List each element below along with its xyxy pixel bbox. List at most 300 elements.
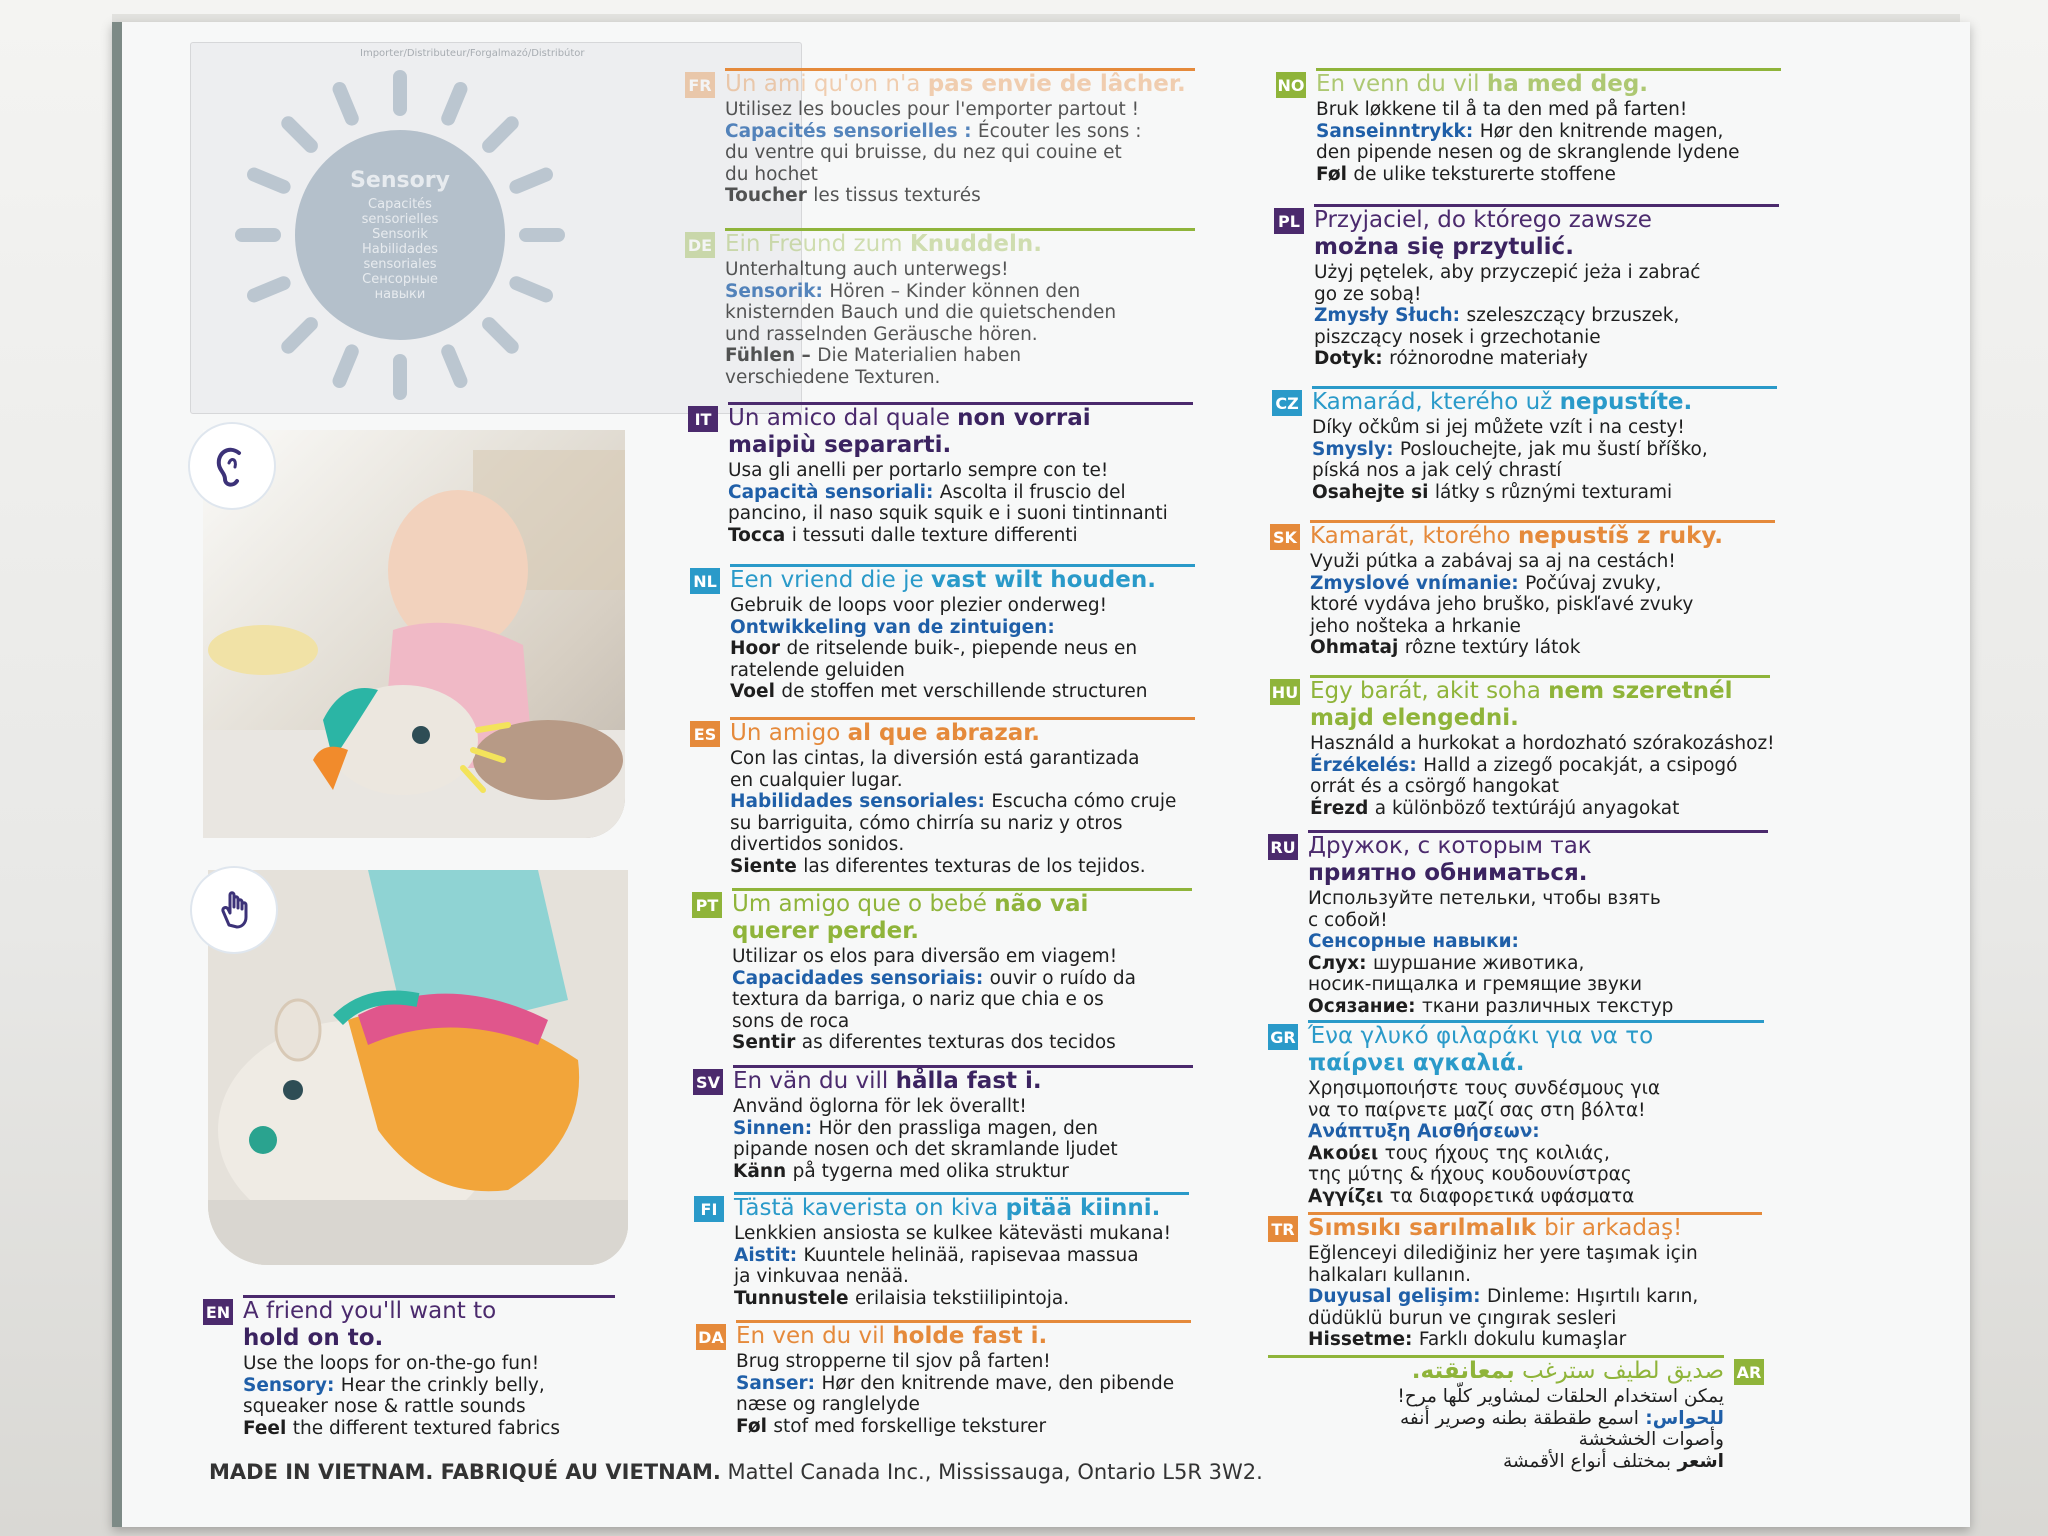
body-text: Lenkkien ansiosta se kulkee kätevästi mukana! bbox=[734, 1223, 1172, 1244]
body-line bbox=[1308, 974, 1673, 996]
body-text: ja vinkuvaa nenää. bbox=[734, 1266, 909, 1287]
body-line bbox=[736, 1373, 1174, 1395]
body-line bbox=[732, 946, 1136, 968]
body-line bbox=[725, 164, 1141, 186]
body-line bbox=[1314, 348, 1700, 370]
sun-line: sensorielles bbox=[361, 212, 439, 227]
section-de bbox=[685, 228, 1195, 398]
language-badge: CZ bbox=[1272, 390, 1302, 416]
body-line bbox=[1308, 1100, 1660, 1122]
section-heading bbox=[725, 71, 1186, 98]
body-text: Użyj pętelek, aby przyczepić jeża i zabrać bbox=[1314, 262, 1701, 283]
body-keyword: Voel bbox=[730, 681, 782, 702]
body-line bbox=[1316, 164, 1740, 186]
body-text: du ventre qui bruisse, du nez qui couine et bbox=[725, 142, 1122, 163]
body-keyword: Sensorik: bbox=[725, 280, 830, 302]
body-text: يمكن استخدام الحلقات لمشاوير كلّها مرح! bbox=[1397, 1386, 1724, 1407]
body-line bbox=[730, 856, 1176, 878]
body-text: Poslouchejte, jak mu šustí bříško, bbox=[1399, 438, 1708, 460]
body-line bbox=[1397, 1451, 1724, 1473]
body-line bbox=[1308, 910, 1673, 932]
section-heading bbox=[1310, 678, 1733, 705]
heading-emphasis: al que abrazar. bbox=[847, 720, 1041, 746]
body-text: piszczący nosek i grzechotanie bbox=[1314, 326, 1601, 348]
body-text: på tygerna med olika struktur bbox=[792, 1160, 1069, 1182]
body-keyword: Hissetme: bbox=[1308, 1329, 1419, 1350]
heading-text: Een vriend die je bbox=[730, 567, 931, 593]
body-line bbox=[1312, 482, 1708, 504]
sun-line: навыки bbox=[374, 287, 426, 302]
heading-emphasis: não vai bbox=[994, 891, 1089, 917]
body-text: divertidos sonidos. bbox=[730, 834, 905, 855]
heading-emphasis: بمعانقته. bbox=[1411, 1358, 1515, 1384]
body-line bbox=[1310, 616, 1693, 638]
body-text: Use the loops for on-the-go fun! bbox=[243, 1353, 540, 1374]
heading-text: Ένα γλυκό φιλαράκι για να το bbox=[1308, 1023, 1654, 1049]
body-line bbox=[1310, 733, 1775, 755]
section-heading bbox=[1308, 1215, 1682, 1242]
body-line bbox=[1316, 121, 1740, 143]
body-text: les tissus texturés bbox=[813, 185, 981, 206]
body-line bbox=[725, 345, 1116, 367]
body-line bbox=[1314, 284, 1700, 306]
body-line bbox=[1312, 460, 1708, 482]
heading-text: صديق لطيف سترغب bbox=[1514, 1358, 1724, 1384]
body-text: de ritselende buik-, piepende neus en bbox=[786, 638, 1138, 659]
body-line bbox=[728, 525, 1168, 547]
body-text: Használd a hurkokat a hordozható szórakozáshoz! bbox=[1310, 733, 1775, 754]
body-text: as diferentes texturas dos tecidos bbox=[801, 1032, 1116, 1053]
section-heading bbox=[1412, 1358, 1724, 1385]
section-pl bbox=[1274, 204, 1779, 374]
sun-core bbox=[295, 130, 505, 340]
body-line bbox=[725, 259, 1116, 281]
body-text: ткани различных текстур bbox=[1421, 995, 1674, 1017]
section-heading bbox=[1312, 389, 1692, 416]
body-line bbox=[730, 660, 1148, 682]
body-text: de stoffen met verschillende structuren bbox=[781, 681, 1148, 702]
body-keyword: Capacidades sensoriais: bbox=[732, 967, 990, 989]
body-line bbox=[1397, 1429, 1724, 1451]
section-heading bbox=[1314, 207, 1652, 234]
body-line bbox=[1310, 637, 1693, 659]
body-text: halkaları kullanın. bbox=[1308, 1264, 1471, 1286]
body-line bbox=[733, 1139, 1118, 1161]
body-line bbox=[1308, 1164, 1660, 1186]
body-keyword: Zmysły Słuch: bbox=[1314, 305, 1467, 326]
heading-text: A friend you'll want to bbox=[243, 1298, 497, 1324]
body-line bbox=[1308, 1143, 1660, 1165]
body-keyword: Osahejte si bbox=[1312, 481, 1435, 503]
body-text: Unterhaltung auch unterwegs! bbox=[725, 259, 1009, 280]
sun-ray bbox=[439, 80, 470, 128]
body-text: Hør den knitrende mave, den pibende bbox=[821, 1372, 1175, 1394]
body-line bbox=[725, 281, 1116, 303]
body-line bbox=[730, 595, 1148, 617]
body-keyword: Сенсорные навыки: bbox=[1308, 931, 1519, 952]
sun-line: Capacités bbox=[368, 197, 432, 212]
sun-ray bbox=[479, 314, 521, 356]
heading-text: Sımsıkı sarılmalık bbox=[1308, 1215, 1545, 1241]
section-fr bbox=[685, 68, 1195, 238]
body-line bbox=[1308, 931, 1673, 953]
sticker-label: Importer/Distributeur/Forgalmazó/Distribútor bbox=[360, 48, 585, 59]
heading-text: Egy barát, akit soha bbox=[1310, 678, 1549, 704]
body-line bbox=[1312, 439, 1708, 461]
section-body bbox=[728, 460, 1168, 546]
section-ar bbox=[1268, 1355, 1764, 1525]
heading-text: Un ami qu'on n'a bbox=[725, 71, 928, 97]
body-line bbox=[736, 1416, 1174, 1438]
sun-ray bbox=[245, 165, 293, 196]
language-badge: GR bbox=[1268, 1024, 1298, 1050]
body-text: rôzne textúry látok bbox=[1404, 637, 1581, 658]
section-heading bbox=[1308, 1023, 1653, 1050]
body-keyword: Smysly: bbox=[1312, 438, 1400, 460]
sun-ray bbox=[278, 113, 320, 155]
body-text: squeaker nose & rattle sounds bbox=[243, 1396, 526, 1417]
body-keyword: Feel bbox=[243, 1417, 293, 1439]
body-keyword: Känn bbox=[733, 1160, 793, 1182]
body-line bbox=[730, 791, 1176, 813]
body-text: the different textured fabrics bbox=[292, 1417, 561, 1439]
mattel-address: Mattel Canada Inc., Mississauga, Ontario L5R 3W2. bbox=[720, 1460, 1263, 1484]
body-line bbox=[1310, 776, 1775, 798]
body-text: stof med forskellige teksturer bbox=[773, 1415, 1047, 1437]
body-keyword: Duyusal gelişim: bbox=[1308, 1286, 1487, 1307]
section-body bbox=[730, 748, 1176, 877]
body-text: Die Materialien haben bbox=[817, 345, 1022, 366]
body-line bbox=[730, 813, 1176, 835]
body-text: en cualquier lugar. bbox=[730, 769, 903, 791]
sun-ray bbox=[245, 274, 293, 305]
sun-line: Habilidades bbox=[361, 242, 439, 257]
section-heading bbox=[730, 720, 1040, 747]
body-text: du hochet bbox=[725, 163, 818, 185]
body-text: τα διαφορετικά υφάσματα bbox=[1389, 1185, 1635, 1207]
body-text: de ulike teksturerte stoffene bbox=[1353, 163, 1616, 185]
body-line bbox=[1310, 798, 1775, 820]
body-keyword: Føl bbox=[736, 1415, 774, 1437]
body-line bbox=[732, 1032, 1136, 1054]
section-heading bbox=[1316, 71, 1648, 98]
section-body bbox=[736, 1351, 1174, 1437]
section-body bbox=[1397, 1386, 1724, 1472]
body-text: шуршание животика, bbox=[1372, 952, 1585, 974]
heading-text: En ven du vil bbox=[736, 1323, 893, 1349]
body-line bbox=[725, 302, 1116, 324]
body-line bbox=[732, 1011, 1136, 1033]
body-keyword: Føl bbox=[1316, 163, 1354, 185]
heading-text: Kamarát, ktorého bbox=[1310, 523, 1518, 549]
body-text: Hør den knitrende magen, bbox=[1479, 120, 1724, 142]
body-text: Usa gli anelli per portarlo sempre con te! bbox=[728, 460, 1109, 481]
heading-emphasis: Knuddeln. bbox=[909, 231, 1042, 257]
section-heading-line2: querer perder. bbox=[732, 918, 919, 944]
section-heading bbox=[1308, 833, 1592, 860]
body-line bbox=[734, 1288, 1171, 1310]
section-body bbox=[1310, 733, 1775, 819]
body-text: Använd öglorna för lek överallt! bbox=[733, 1096, 1027, 1117]
body-text: τους ήχους της κοιλιάς, bbox=[1384, 1142, 1610, 1164]
sun-ray bbox=[330, 342, 361, 390]
body-line bbox=[730, 834, 1176, 856]
body-text: ouvir o ruído da bbox=[989, 967, 1136, 989]
section-gr bbox=[1268, 1020, 1764, 1207]
language-badge: TR bbox=[1268, 1216, 1298, 1242]
body-text: να το παίρνετε μαζί σας στη βόλτα! bbox=[1308, 1099, 1646, 1121]
language-badge: HU bbox=[1270, 679, 1300, 705]
body-line bbox=[725, 185, 1141, 207]
heading-text: Un amigo bbox=[730, 720, 848, 746]
body-text: Χρησιμοποιήστε τους συνδέσμους για bbox=[1308, 1078, 1661, 1099]
section-heading-line2: приятно обниматься. bbox=[1308, 860, 1588, 886]
heading-text: Kamarád, kterého už bbox=[1312, 389, 1560, 415]
body-line bbox=[730, 681, 1148, 703]
section-heading bbox=[733, 1068, 1042, 1095]
body-line bbox=[1316, 142, 1740, 164]
heading-text: En vän du vill bbox=[733, 1068, 896, 1094]
body-text: und rasselnden Geräusche hören. bbox=[725, 323, 1038, 345]
body-line bbox=[1314, 262, 1700, 284]
body-text: Využi pútka a zabávaj sa aj na cestách! bbox=[1310, 551, 1676, 572]
body-line bbox=[1308, 1329, 1698, 1351]
body-text: píská nos a jak celý chrastí bbox=[1312, 460, 1562, 481]
section-heading-line2: majd elengedni. bbox=[1310, 705, 1519, 731]
heading-text: Um amigo que o bebé bbox=[732, 891, 995, 917]
body-text: Hear the crinkly belly, bbox=[340, 1374, 545, 1396]
section-heading bbox=[734, 1195, 1160, 1222]
sun-line: Sensorik bbox=[372, 227, 428, 242]
body-text: textura da barriga, o nariz que chia e os bbox=[732, 989, 1104, 1010]
section-heading bbox=[1310, 523, 1723, 550]
body-line bbox=[1314, 327, 1700, 349]
section-heading-line2: można się przytulić. bbox=[1314, 234, 1574, 260]
body-text: su barriguita, cómo chirría su nariz y otros bbox=[730, 812, 1123, 834]
section-it bbox=[688, 402, 1193, 572]
body-line bbox=[732, 989, 1136, 1011]
sun-ray bbox=[235, 228, 281, 242]
section-body bbox=[732, 946, 1136, 1054]
language-badge: EN bbox=[203, 1299, 233, 1325]
body-text: næse og ranglelyde bbox=[736, 1394, 920, 1415]
body-line bbox=[1310, 755, 1775, 777]
body-line bbox=[733, 1118, 1118, 1140]
body-keyword: Sentir bbox=[732, 1032, 802, 1053]
body-keyword: Αγγίζει bbox=[1308, 1185, 1390, 1207]
heading-emphasis: nem szeretnél bbox=[1548, 678, 1733, 704]
body-line bbox=[734, 1245, 1171, 1267]
hand-touch-icon bbox=[190, 866, 278, 954]
body-keyword: Capacità sensoriali: bbox=[728, 481, 940, 503]
body-text: den pipende nesen og de skranglende lydene bbox=[1316, 142, 1740, 163]
section-es bbox=[690, 717, 1195, 887]
body-line bbox=[1308, 1265, 1698, 1287]
section-body bbox=[1314, 262, 1700, 370]
body-text: بمختلف أنواع الأقمشة bbox=[1502, 1450, 1672, 1472]
body-line bbox=[725, 367, 1116, 389]
body-line bbox=[736, 1351, 1174, 1373]
sun-ray bbox=[393, 354, 407, 400]
section-heading-line2: maipiù separarti. bbox=[728, 432, 952, 458]
sun-ray bbox=[393, 70, 407, 116]
body-text: i tessuti dalle texture differenti bbox=[791, 524, 1078, 546]
heading-emphasis: nepustíte. bbox=[1559, 389, 1693, 415]
body-keyword: Tunnustele bbox=[734, 1287, 855, 1309]
section-nl bbox=[690, 564, 1195, 734]
body-keyword: Ohmataj bbox=[1310, 637, 1405, 658]
body-keyword: Tocca bbox=[728, 524, 792, 546]
body-keyword: Sensory: bbox=[243, 1374, 341, 1396]
body-line bbox=[1308, 953, 1673, 975]
section-heading-line2: παίρνει αγκαλιά. bbox=[1308, 1050, 1525, 1076]
body-keyword: Hoor bbox=[730, 638, 787, 659]
footer-legal bbox=[209, 1460, 1263, 1484]
sun-ray bbox=[479, 113, 521, 155]
body-text: sons de roca bbox=[732, 1010, 850, 1032]
body-line bbox=[243, 1375, 560, 1397]
heading-emphasis: pas envie de lâcher. bbox=[927, 71, 1186, 97]
body-text: düdüklü burun ve çıngırak sesleri bbox=[1308, 1307, 1617, 1329]
section-heading bbox=[725, 231, 1042, 258]
body-text: Dinleme: Hışırtılı karın, bbox=[1486, 1286, 1699, 1307]
body-line bbox=[1316, 99, 1740, 121]
body-text: pipande nosen och det skramlande ljudet bbox=[733, 1139, 1118, 1160]
body-text: erilaisia tekstiilipintoja. bbox=[855, 1287, 1070, 1309]
body-text: różnorodne materiały bbox=[1389, 348, 1588, 369]
language-badge: ES bbox=[690, 721, 720, 747]
body-text: knisternden Bauch und die quietschenden bbox=[725, 302, 1117, 323]
body-keyword: للحواس: bbox=[1638, 1407, 1724, 1429]
section-heading bbox=[732, 891, 1088, 918]
section-body bbox=[725, 259, 1116, 388]
sun-title: Sensory bbox=[350, 168, 450, 193]
heading-text: En venn du vil bbox=[1316, 71, 1487, 97]
heading-emphasis: non vorrai bbox=[957, 405, 1091, 431]
section-body bbox=[243, 1353, 560, 1439]
body-line bbox=[1397, 1386, 1724, 1408]
body-line bbox=[728, 460, 1168, 482]
body-text: της μύτης & ήχους κουδουνίστρας bbox=[1308, 1164, 1632, 1185]
section-body bbox=[1310, 551, 1693, 659]
body-text: pancino, il naso squik squik e i suoni tintinnanti bbox=[728, 503, 1168, 524]
body-text: a különböző textúrájú anyagokat bbox=[1374, 797, 1680, 819]
body-text: Escucha cómo cruje bbox=[991, 791, 1177, 812]
language-badge: PL bbox=[1274, 208, 1304, 234]
body-keyword: Sanseinntrykk: bbox=[1316, 120, 1480, 142]
section-body bbox=[1316, 99, 1740, 185]
body-line bbox=[725, 99, 1141, 121]
body-text: jeho nošteka a hrkanie bbox=[1310, 615, 1521, 637]
made-in-text: MADE IN VIETNAM. FABRIQUÉ AU VIETNAM. bbox=[209, 1460, 721, 1484]
sun-ray bbox=[519, 228, 565, 242]
body-line bbox=[1314, 305, 1700, 327]
body-text: с собой! bbox=[1308, 909, 1388, 931]
body-text: Gebruik de loops voor plezier onderweg! bbox=[730, 595, 1108, 616]
language-badge: FI bbox=[694, 1196, 724, 1222]
sensory-sun-graphic bbox=[235, 70, 565, 400]
sun-ray bbox=[330, 80, 361, 128]
heading-tail: bir arkadaş! bbox=[1544, 1215, 1683, 1241]
ear-icon bbox=[188, 422, 276, 510]
heading-emphasis: ha med deg. bbox=[1486, 71, 1649, 97]
body-line bbox=[1308, 1308, 1698, 1330]
body-text: Počúvaj zvuky, bbox=[1525, 572, 1662, 594]
body-text: Ascolta il fruscio del bbox=[939, 481, 1126, 503]
body-text: وأصوات الخشخشة bbox=[1578, 1429, 1724, 1450]
body-line bbox=[1308, 1243, 1698, 1265]
language-badge: NO bbox=[1276, 72, 1306, 98]
body-line bbox=[1397, 1408, 1724, 1430]
body-line bbox=[732, 968, 1136, 990]
body-keyword: Sanser: bbox=[736, 1372, 822, 1394]
heading-emphasis: hålla fast i. bbox=[895, 1068, 1042, 1094]
sun-ray bbox=[507, 274, 555, 305]
section-body bbox=[1308, 1078, 1660, 1207]
body-text: orrát és a csörgő hangokat bbox=[1310, 776, 1559, 797]
body-line bbox=[1312, 417, 1708, 439]
body-text: اسمع طقطقة بطنه وصرير أنفه bbox=[1400, 1407, 1639, 1429]
body-line bbox=[1308, 1286, 1698, 1308]
section-body bbox=[733, 1096, 1118, 1182]
body-keyword: Zmyslové vnímanie: bbox=[1310, 572, 1526, 594]
body-keyword: اشعر bbox=[1671, 1450, 1724, 1472]
sun-line: Сенсорные bbox=[362, 272, 438, 287]
body-text: Utilisez les boucles pour l'emporter partout ! bbox=[725, 99, 1140, 120]
body-line bbox=[243, 1396, 560, 1418]
body-text: go ze sobą! bbox=[1314, 283, 1422, 305]
body-line bbox=[736, 1394, 1174, 1416]
heading-emphasis: nepustíš z ruky. bbox=[1517, 523, 1724, 549]
body-line bbox=[1308, 1121, 1660, 1143]
body-text: látky s různými texturami bbox=[1434, 481, 1673, 503]
body-line bbox=[730, 638, 1148, 660]
heading-emphasis: holde fast i. bbox=[892, 1323, 1048, 1349]
section-heading bbox=[728, 405, 1091, 432]
body-text: Farklı dokulu kumaşlar bbox=[1418, 1329, 1627, 1350]
body-line bbox=[725, 142, 1141, 164]
language-badge: RU bbox=[1268, 834, 1298, 860]
body-line bbox=[725, 324, 1116, 346]
section-heading bbox=[243, 1298, 496, 1325]
heading-text: Ein Freund zum bbox=[725, 231, 910, 257]
language-badge: DE bbox=[685, 232, 715, 258]
body-line bbox=[734, 1266, 1171, 1288]
body-line bbox=[730, 770, 1176, 792]
body-text: Bruk løkkene til å ta den med på farten! bbox=[1316, 99, 1688, 120]
body-line bbox=[730, 748, 1176, 770]
body-keyword: Fühlen – bbox=[725, 345, 818, 366]
heading-text: Un amico dal quale bbox=[728, 405, 958, 431]
body-line bbox=[734, 1223, 1171, 1245]
body-text: Brug stropperne til sjov på farten! bbox=[736, 1351, 1051, 1372]
body-keyword: Capacités sensorielles : bbox=[725, 120, 978, 142]
body-line bbox=[1308, 1078, 1660, 1100]
body-keyword: Érezd bbox=[1310, 797, 1375, 819]
body-text: Halld a zizegő pocakját, a csipogó bbox=[1423, 754, 1738, 776]
body-keyword: Érzékelés: bbox=[1310, 754, 1424, 776]
body-keyword: Ακούει bbox=[1308, 1142, 1385, 1164]
section-pt bbox=[692, 888, 1192, 1058]
body-line bbox=[243, 1418, 560, 1440]
body-line bbox=[728, 503, 1168, 525]
body-line bbox=[1308, 996, 1673, 1018]
section-ru bbox=[1268, 830, 1768, 1017]
body-text: Hören – Kinder können den bbox=[829, 280, 1081, 302]
section-body bbox=[725, 99, 1141, 207]
body-text: szeleszczący brzuszek, bbox=[1466, 305, 1680, 326]
body-text: ratelende geluiden bbox=[730, 659, 905, 681]
